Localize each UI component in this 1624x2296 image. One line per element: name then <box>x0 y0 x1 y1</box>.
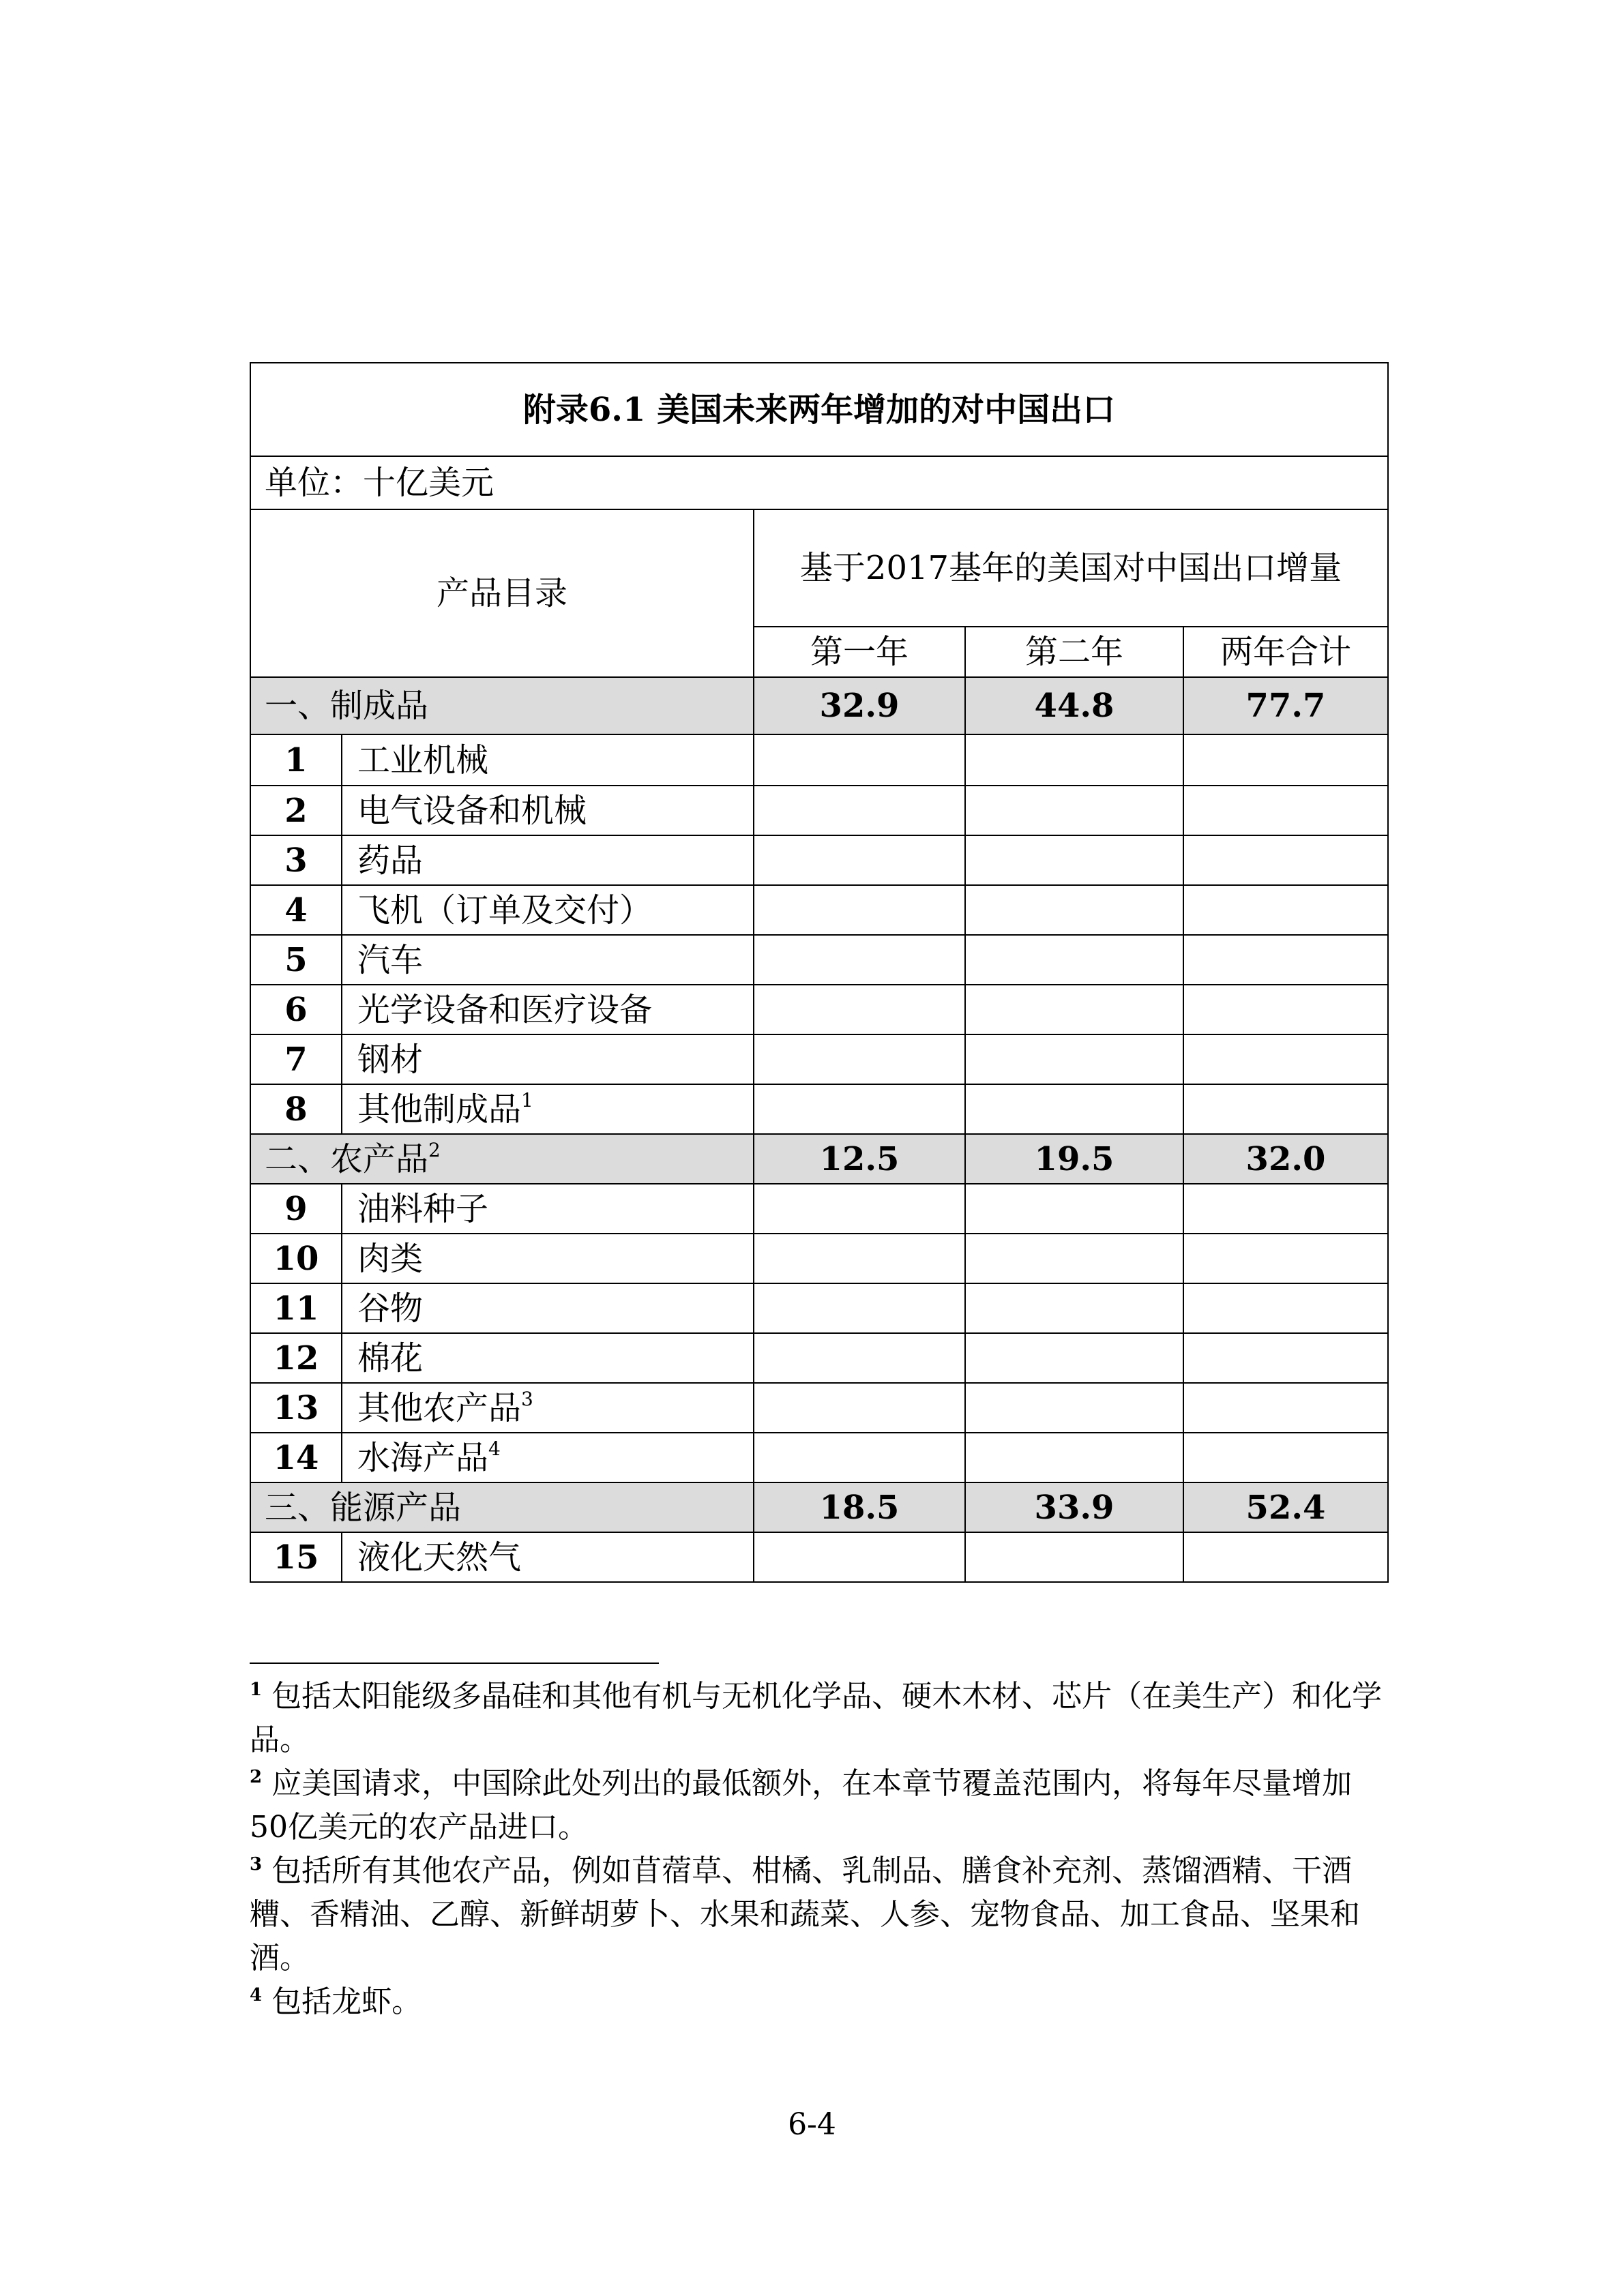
export-table <box>250 362 1389 1583</box>
footnote-ref: 2 <box>428 1138 441 1161</box>
item-number: 1 <box>250 734 342 786</box>
empty-value-cell <box>1183 885 1388 935</box>
footnote-ref: 3 <box>521 1387 533 1410</box>
item-name-text: 棉花 <box>357 1339 424 1377</box>
table-row <box>250 985 1388 1034</box>
empty-value-cell <box>1183 985 1388 1034</box>
empty-value-cell <box>754 1283 965 1333</box>
table-row <box>250 935 1388 985</box>
item-name-text: 水海产品 <box>357 1438 489 1477</box>
item-name <box>342 786 754 835</box>
baseline-header: 基于2017基年的美国对中国出口增量 <box>754 509 1388 627</box>
empty-value-cell <box>754 1333 965 1383</box>
item-name <box>342 1433 754 1482</box>
footnote <box>250 1980 1390 2024</box>
footnote-number: 4 <box>250 1985 263 2006</box>
item-name-text: 汽车 <box>357 940 424 979</box>
empty-value-cell <box>754 1034 965 1084</box>
category-value: 52.4 <box>1183 1482 1388 1532</box>
item-name <box>342 1283 754 1333</box>
empty-value-cell <box>965 1383 1183 1433</box>
table-row <box>250 1184 1388 1234</box>
footnote-text: 包括所有其他农产品，例如苜蓿草、柑橘、乳制品、膳食补充剂、蒸馏酒精、干酒糟、香精油、乙醇、新鲜胡萝卜、水果和蔬菜、人参、宠物食品、加工食品、坚果和酒。 <box>250 1853 1360 1976</box>
item-name-text: 电气设备和机械 <box>357 791 587 830</box>
empty-value-cell <box>754 885 965 935</box>
category-label-text: 二、农产品 <box>265 1139 429 1178</box>
item-name-text: 油料种子 <box>357 1189 489 1228</box>
footnote-number: 3 <box>250 1854 263 1875</box>
item-name-text: 其他农产品 <box>357 1388 522 1427</box>
footnote-number: 2 <box>250 1767 263 1787</box>
empty-value-cell <box>754 1234 965 1283</box>
empty-value-cell <box>754 935 965 985</box>
item-name-text: 液化天然气 <box>357 1538 522 1577</box>
item-name <box>342 1084 754 1134</box>
category-label <box>250 1482 754 1532</box>
item-number: 7 <box>250 1034 342 1084</box>
table-row <box>250 1383 1388 1433</box>
category-value: 12.5 <box>754 1134 965 1184</box>
item-name <box>342 885 754 935</box>
table-title: 附录6.1 美国未来两年增加的对中国出口 <box>250 363 1388 456</box>
item-name <box>342 1383 754 1433</box>
item-name <box>342 985 754 1034</box>
empty-value-cell <box>965 1084 1183 1134</box>
category-value: 77.7 <box>1183 677 1388 734</box>
item-name-text: 光学设备和医疗设备 <box>357 990 653 1029</box>
item-name <box>342 1333 754 1383</box>
empty-value-cell <box>1183 1333 1388 1383</box>
item-number: 12 <box>250 1333 342 1383</box>
empty-value-cell <box>1183 786 1388 835</box>
empty-value-cell <box>965 1184 1183 1234</box>
empty-value-cell <box>1183 1283 1388 1333</box>
item-number: 13 <box>250 1383 342 1433</box>
empty-value-cell <box>965 1532 1183 1582</box>
empty-value-cell <box>1183 1532 1388 1582</box>
empty-value-cell <box>754 1084 965 1134</box>
empty-value-cell <box>1183 835 1388 885</box>
item-number: 9 <box>250 1184 342 1234</box>
empty-value-cell <box>965 1433 1183 1482</box>
category-value: 44.8 <box>965 677 1183 734</box>
category-value: 32.9 <box>754 677 965 734</box>
item-name-text: 谷物 <box>357 1289 424 1328</box>
empty-value-cell <box>1183 1184 1388 1234</box>
empty-value-cell <box>965 835 1183 885</box>
item-number: 4 <box>250 885 342 935</box>
empty-value-cell <box>965 1034 1183 1084</box>
category-label <box>250 1134 754 1184</box>
item-number: 3 <box>250 835 342 885</box>
table-row <box>250 1532 1388 1582</box>
footnote-text: 包括太阳能级多晶硅和其他有机与无机化学品、硬木木材、芯片（在美生产）和化学品。 <box>250 1679 1383 1757</box>
empty-value-cell <box>965 885 1183 935</box>
empty-value-cell <box>1183 1433 1388 1482</box>
empty-value-cell <box>965 1283 1183 1333</box>
table-row <box>250 1034 1388 1084</box>
category-row <box>250 1482 1388 1532</box>
item-name <box>342 835 754 885</box>
item-number: 5 <box>250 935 342 985</box>
table-row <box>250 1084 1388 1134</box>
item-name-text: 肉类 <box>357 1239 424 1278</box>
empty-value-cell <box>965 1234 1183 1283</box>
empty-value-cell <box>754 1383 965 1433</box>
item-number: 11 <box>250 1283 342 1333</box>
item-number: 14 <box>250 1433 342 1482</box>
item-name-text: 工业机械 <box>357 741 489 779</box>
footnote-ref: 1 <box>521 1088 533 1112</box>
empty-value-cell <box>1183 935 1388 985</box>
year-header-1: 第一年 <box>754 627 965 677</box>
table-row <box>250 1433 1388 1482</box>
footnote <box>250 1762 1390 1849</box>
empty-value-cell <box>965 734 1183 786</box>
category-label-text: 一、制成品 <box>265 687 429 725</box>
table-row <box>250 835 1388 885</box>
empty-value-cell <box>754 786 965 835</box>
empty-value-cell <box>965 786 1183 835</box>
table-row <box>250 1333 1388 1383</box>
empty-value-cell <box>754 1532 965 1582</box>
item-name <box>342 1234 754 1283</box>
year-header-2: 第二年 <box>965 627 1183 677</box>
item-number: 2 <box>250 786 342 835</box>
footnote <box>250 1675 1390 1762</box>
item-name <box>342 734 754 786</box>
item-number: 6 <box>250 985 342 1034</box>
empty-value-cell <box>754 985 965 1034</box>
item-name <box>342 935 754 985</box>
empty-value-cell <box>754 835 965 885</box>
item-name-text: 钢材 <box>357 1040 424 1079</box>
item-name-text: 飞机（订单及交付） <box>357 891 653 929</box>
item-name <box>342 1532 754 1582</box>
category-label <box>250 677 754 734</box>
table-row <box>250 885 1388 935</box>
empty-value-cell <box>754 1184 965 1234</box>
footnote-ref: 4 <box>488 1437 501 1460</box>
unit-label: 单位：十亿美元 <box>250 456 1388 509</box>
item-name <box>342 1034 754 1084</box>
category-row <box>250 677 1388 734</box>
product-catalog-header: 产品目录 <box>250 509 754 677</box>
footnote-divider <box>250 1663 659 1664</box>
item-name <box>342 1184 754 1234</box>
category-value: 19.5 <box>965 1134 1183 1184</box>
empty-value-cell <box>1183 1383 1388 1433</box>
category-value: 33.9 <box>965 1482 1183 1532</box>
table-row <box>250 786 1388 835</box>
empty-value-cell <box>965 1333 1183 1383</box>
item-number: 10 <box>250 1234 342 1283</box>
empty-value-cell <box>754 734 965 786</box>
table-row <box>250 1283 1388 1333</box>
footnotes <box>250 1675 1390 2024</box>
empty-value-cell <box>754 1433 965 1482</box>
item-number: 15 <box>250 1532 342 1582</box>
table-row <box>250 734 1388 786</box>
category-label-text: 三、能源产品 <box>265 1488 462 1527</box>
empty-value-cell <box>965 935 1183 985</box>
item-name-text: 药品 <box>357 841 424 880</box>
item-name-text: 其他制成品 <box>357 1090 522 1129</box>
footnote <box>250 1849 1390 1980</box>
table-row <box>250 1234 1388 1283</box>
category-row <box>250 1134 1388 1184</box>
category-value: 18.5 <box>754 1482 965 1532</box>
empty-value-cell <box>1183 1234 1388 1283</box>
footnote-text: 应美国请求，中国除此处列出的最低额外，在本章节覆盖范围内，将每年尽量增加50亿美元的农产品进口。 <box>250 1766 1353 1845</box>
item-number: 8 <box>250 1084 342 1134</box>
category-value: 32.0 <box>1183 1134 1388 1184</box>
empty-value-cell <box>965 985 1183 1034</box>
page-number: 6-4 <box>788 2107 836 2142</box>
empty-value-cell <box>1183 734 1388 786</box>
empty-value-cell <box>1183 1084 1388 1134</box>
footnote-number: 1 <box>250 1680 263 1700</box>
empty-value-cell <box>1183 1034 1388 1084</box>
year-header-total: 两年合计 <box>1183 627 1388 677</box>
footnote-text: 包括龙虾。 <box>271 1984 422 2019</box>
